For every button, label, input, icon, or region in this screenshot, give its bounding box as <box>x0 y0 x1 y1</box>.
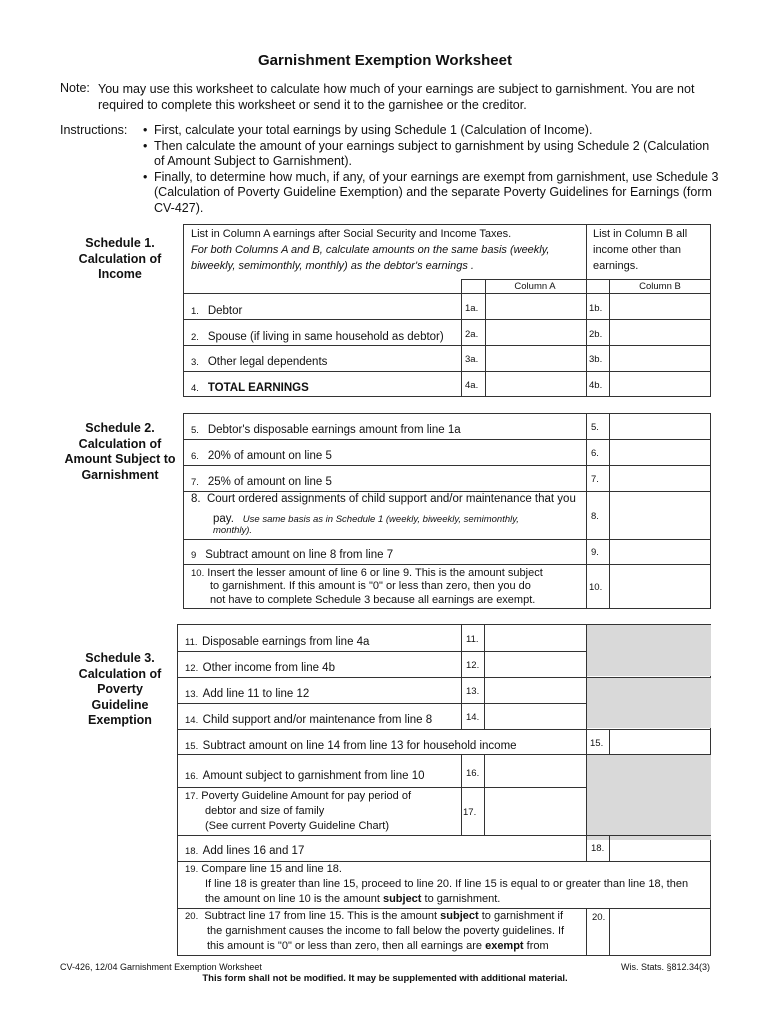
line-label-continued <box>213 509 519 527</box>
column-a-heading: Column A <box>514 281 556 292</box>
table-row <box>191 301 242 319</box>
table-row <box>185 736 517 754</box>
line-label: 20% of amount on line 5 <box>207 450 332 462</box>
schedule-label-line: Calculation of <box>78 436 162 451</box>
schedule-label-line: Schedule 1. <box>85 236 155 250</box>
line-ref: 4b. <box>589 380 603 391</box>
col-b-header-line: earnings. <box>593 260 639 272</box>
line-label: Other legal dependents <box>207 356 328 368</box>
line-number: 4. <box>191 383 199 394</box>
line-ref: 5. <box>591 422 599 433</box>
line-ref: 15. <box>590 738 604 749</box>
line-label: Poverty Guideline Amount for pay period of <box>201 790 412 802</box>
schedule-2-label <box>61 421 179 483</box>
column-b-heading: Column B <box>639 281 681 292</box>
line-text-bold: exempt <box>485 940 524 952</box>
line-number: 2. <box>191 332 199 343</box>
schedule-label-line: Amount Subject to <box>64 452 176 466</box>
line-number: 13. <box>185 689 199 700</box>
line-label <box>207 940 549 952</box>
line-label: Spouse (if living in same household as debtor) <box>207 331 444 343</box>
line-number: 19. <box>185 864 199 875</box>
line-label: Add lines 16 and 17 <box>202 845 305 857</box>
line-ref: 3a. <box>465 354 479 365</box>
schedule-1-label <box>61 236 179 283</box>
table-row <box>185 710 432 728</box>
table-row <box>185 632 369 650</box>
schedule-label-line: Calculation of <box>78 666 162 681</box>
note-text: You may use this worksheet to calculate how much of your earnings are subject to garnishment. You are not required to complete this worksheet or send it to the garnishee or the creditor. <box>98 82 695 112</box>
schedule-label-line: Exemption <box>88 713 152 727</box>
schedule-label-line: Schedule 2. <box>85 421 155 435</box>
table-row <box>185 910 563 922</box>
line-label: pay. <box>213 513 234 525</box>
line-ref: 14. <box>466 712 480 723</box>
line-label: 25% of amount on line 5 <box>207 476 332 488</box>
table-row <box>191 446 332 464</box>
modification-notice: This form shall not be modified. It may be supplemented with additional material. <box>202 973 568 984</box>
line-ref: 4a. <box>465 380 479 391</box>
table-row <box>191 352 327 370</box>
line-label: Debtor's disposable earnings amount from line 1a <box>207 424 461 436</box>
schedule-1-table <box>183 224 711 397</box>
line-text: to garnishment. <box>421 893 501 905</box>
schedule-label-line: Calculation of <box>78 251 162 266</box>
line-label: If line 18 is greater than line 15, proceed to line 20. If line 15 is equal to or greater than line 18, then <box>205 878 689 890</box>
line-number: 5. <box>191 425 199 436</box>
line-label: the garnishment causes the income to fall below the poverty guidelines. If <box>207 925 565 937</box>
line-number: 18. <box>185 846 199 857</box>
line-label: TOTAL EARNINGS <box>207 382 309 394</box>
line-ref: 9. <box>591 547 599 558</box>
line-text: this amount is "0" or less than zero, then all earnings are <box>207 940 486 952</box>
line-ref: 12. <box>466 660 480 671</box>
col-a-header-line: For both Columns A and B, calculate amounts on the same basis (weekly, <box>191 244 550 256</box>
page-title: Garnishment Exemption Worksheet <box>258 52 512 69</box>
instructions-list <box>142 123 722 216</box>
line-label: Child support and/or maintenance from line 8 <box>202 714 433 726</box>
line-text: from <box>523 940 549 952</box>
line-ref: 17. <box>463 807 477 818</box>
line-label: Other income from line 4b <box>202 662 335 674</box>
table-row <box>191 493 576 505</box>
line-ref: 6. <box>591 448 599 459</box>
line-note: Use same basis as in Schedule 1 (weekly, biweekly, semimonthly, <box>242 514 519 525</box>
line-text: the amount on line 10 is the amount <box>205 893 383 905</box>
line-ref: 10. <box>589 582 603 593</box>
form-id: CV-426, 12/04 Garnishment Exemption Worksheet <box>60 962 262 972</box>
line-number: 7. <box>191 477 199 488</box>
line-ref: 11. <box>466 634 479 645</box>
table-row <box>191 420 461 438</box>
line-label: Add line 11 to line 12 <box>202 688 310 700</box>
table-row <box>185 684 309 702</box>
line-label: Insert the lesser amount of line 6 or line 9. This is the amount subject <box>207 567 543 579</box>
schedule-label-line: Income <box>98 267 142 281</box>
line-label: not have to complete Schedule 3 because all earnings are exempt. <box>210 594 536 606</box>
table-row <box>191 472 332 490</box>
schedule-label-line: Schedule 3. <box>85 651 155 665</box>
line-number: 15. <box>185 741 199 752</box>
statute-reference: Wis. Stats. §812.34(3) <box>620 962 710 972</box>
note-label: Note: <box>60 81 90 95</box>
table-row <box>185 790 411 802</box>
line-label: Subtract amount on line 8 from line 7 <box>205 549 394 561</box>
table-row <box>191 545 393 563</box>
line-number: 10. <box>191 568 205 579</box>
table-row <box>185 863 342 875</box>
instruction-bullet: • Finally, to determine how much, if any, of your earnings are exempt from garnishment, use Schedule 3 (Calculation of Poverty Guideline Exemption) and the separate Poverty Guidelines for Earnings (form CV-427). <box>142 170 722 217</box>
table-row <box>185 766 424 784</box>
line-label: Court ordered assignments of child support and/or maintenance that you <box>206 493 576 505</box>
schedule-3-table <box>177 624 711 956</box>
schedule-label-line: Poverty <box>97 682 143 696</box>
line-ref: 7. <box>591 474 599 485</box>
line-number: 3. <box>191 357 199 368</box>
line-label: Debtor <box>207 305 243 317</box>
table-row <box>191 327 444 345</box>
line-label: (See current Poverty Guideline Chart) <box>205 820 390 832</box>
line-number: 17. <box>185 791 199 802</box>
line-label: Subtract amount on line 14 from line 13 for household income <box>202 740 517 752</box>
line-ref: 3b. <box>589 354 603 365</box>
line-label: Amount subject to garnishment from line 10 <box>202 770 425 782</box>
line-number: 20. <box>185 911 199 922</box>
col-b-header-line: List in Column B all <box>593 228 688 240</box>
line-ref: 13. <box>466 686 480 697</box>
line-note: monthly). <box>213 525 253 536</box>
col-a-header-line: List in Column A earnings after Social Security and Income Taxes. <box>191 228 512 240</box>
line-number: 9 <box>191 550 197 561</box>
instruction-bullet: • Then calculate the amount of your earnings subject to garnishment by using Schedule 2 (Calculation of Amount Subject to Garnishment). <box>142 139 722 170</box>
schedule-2-table <box>183 413 711 609</box>
line-number: 11. <box>185 637 198 648</box>
table-row <box>185 658 335 676</box>
line-ref: 16. <box>466 768 480 779</box>
line-text: to garnishment if <box>478 910 564 922</box>
line-label: to garnishment. If this amount is "0" or less than zero, then you do <box>210 580 531 592</box>
line-number: 8. <box>191 493 201 505</box>
line-number: 16. <box>185 771 199 782</box>
line-ref: 20. <box>592 912 606 923</box>
line-text: Subtract line 17 from line 15. This is the amount <box>204 910 441 922</box>
line-ref: 2b. <box>589 329 603 340</box>
instructions-label: Instructions: <box>60 123 128 137</box>
line-label: Disposable earnings from line 4a <box>201 636 370 648</box>
schedule-label-line: Garnishment <box>81 467 159 482</box>
line-label: Compare line 15 and line 18. <box>201 863 342 875</box>
table-row <box>191 378 309 396</box>
schedule-label-line: Guideline <box>91 697 149 712</box>
line-ref: 8. <box>591 511 599 522</box>
line-ref: 1b. <box>589 303 603 314</box>
line-text-bold: subject <box>382 893 422 905</box>
line-number: 14. <box>185 715 199 726</box>
col-b-header-line: income other than <box>593 244 682 256</box>
line-number: 1. <box>191 306 199 317</box>
table-row <box>185 841 304 859</box>
line-label: debtor and size of family <box>205 805 325 817</box>
line-number: 6. <box>191 451 199 462</box>
line-text-bold: subject <box>440 910 479 922</box>
line-number: 12. <box>185 663 199 674</box>
line-ref: 1a. <box>465 303 479 314</box>
line-label <box>205 893 500 905</box>
line-ref: 2a. <box>465 329 479 340</box>
line-ref: 18. <box>591 843 605 854</box>
instruction-bullet: • First, calculate your total earnings by using Schedule 1 (Calculation of Income). <box>142 123 722 139</box>
schedule-3-label <box>61 651 179 729</box>
col-a-header-line: biweekly, semimonthly, monthly) as the debtor's earnings . <box>191 260 474 272</box>
